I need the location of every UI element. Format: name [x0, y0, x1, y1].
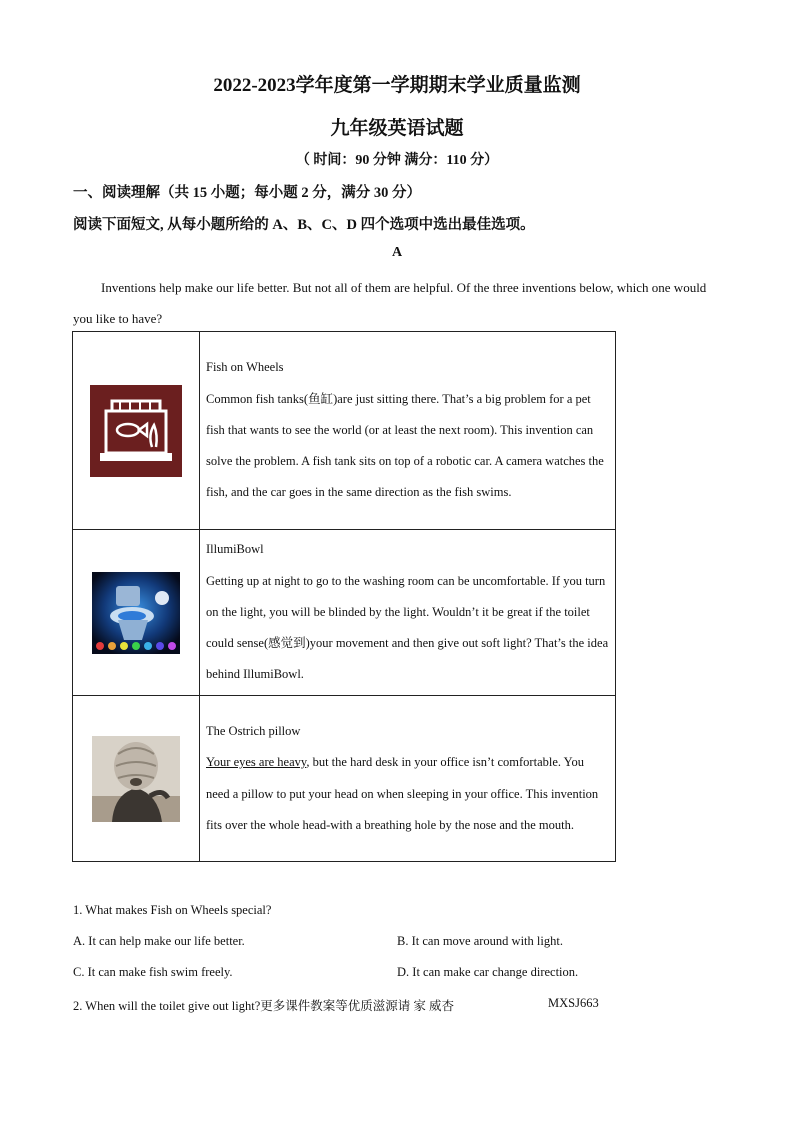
time-info: （ 时间：90 分钟 满分：110 分）	[295, 153, 499, 168]
table-row	[73, 332, 616, 530]
image-cell	[73, 332, 200, 530]
invention-name: IllumiBowl	[206, 542, 264, 557]
passage-intro: Inventions help make our life better. But not all of them are helpful. Of the three inventions below, which one would you like to have?	[73, 280, 707, 326]
section-instruction: 阅读下面短文, 从每小题所给的 A、B、C、D 四个选项中选出最佳选项。	[73, 217, 535, 233]
option-c: C. It can make fish swim freely.	[73, 965, 233, 979]
option-d: D. It can make car change direction.	[397, 965, 579, 979]
question-stem: 1. What makes Fish on Wheels special?	[73, 903, 272, 917]
table-row	[73, 696, 616, 862]
invention-text-rest: , but the hard desk in your office isn’t comfortable. You need a pillow to put your head on when sleeping in your office. This invention fits over the whole head-with a breathing hole by the nose and the mouth.	[206, 755, 599, 832]
section-heading: 一、阅读理解（共 15 小题；每小题 2 分，满分 30 分）	[73, 185, 421, 201]
passage-label: A	[391, 245, 403, 260]
invention-description	[200, 332, 616, 530]
invention-text: Getting up at night to go to the washing room can be uncomfortable. If you turn on the light, you will be blinded by the light. Wouldn’t it be great if the toilet could sense(感觉到)your movement and then give out soft light? That’s the idea behind IllumiBowl.	[206, 573, 609, 682]
option-b: B. It can move around with light.	[397, 934, 563, 948]
image-cell	[73, 696, 200, 862]
underlined-phrase: Your eyes are heavy	[206, 755, 307, 770]
invention-text	[206, 747, 609, 841]
glowing-toilet-icon	[92, 572, 180, 654]
table-row	[73, 530, 616, 696]
invention-name: The Ostrich pillow	[206, 724, 301, 739]
exam-title: 2022-2023学年度第一学期期末学业质量监测	[213, 75, 581, 96]
fish-tank-icon	[90, 385, 182, 477]
image-cell	[73, 530, 200, 696]
invention-text: Common fish tanks(鱼缸)are just sitting there. That’s a big problem for a pet fish that wants to see the world (or at least the next room). This invention can solve the problem. A fish tank sits on top of a robotic car. A camera watches the fish, and the car goes in the same direction as the fish swims.	[206, 391, 604, 500]
question-stem: 2. When will the toilet give out light?更多课件教案等优质滋源请 家 威杏	[73, 999, 454, 1013]
watermark-code: MXSJ663	[548, 996, 599, 1010]
inventions-table	[72, 331, 616, 862]
option-a: A. It can help make our life better.	[73, 934, 245, 948]
invention-name: Fish on Wheels	[206, 360, 284, 375]
exam-subtitle: 九年级英语试题	[330, 118, 464, 139]
invention-description	[200, 530, 616, 696]
invention-description	[200, 696, 616, 862]
ostrich-pillow-icon	[92, 736, 180, 822]
